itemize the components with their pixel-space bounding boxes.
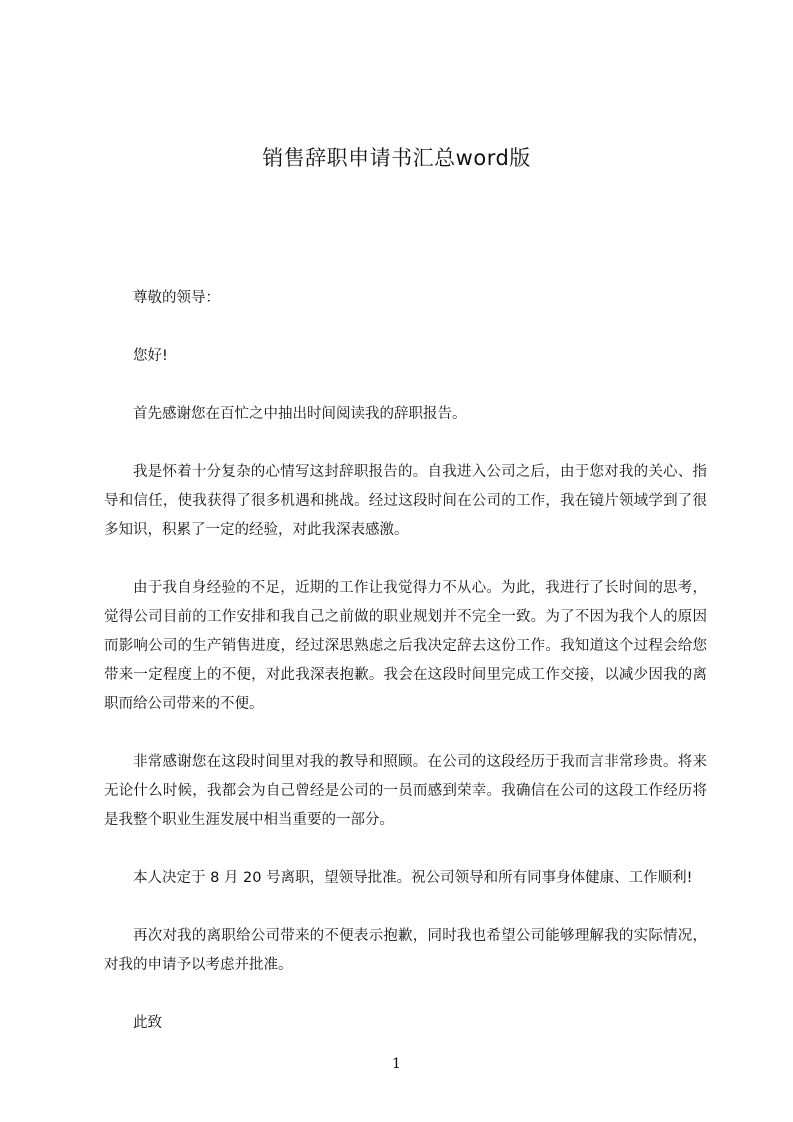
paragraph-resignation-date: 本人决定于 8 月 20 号离职，望领导批准。祝公司领导和所有同事身体健康、工作顺利! bbox=[133, 870, 693, 886]
salutation: 尊敬的领导： bbox=[133, 290, 220, 306]
paragraph-thanks: 非常感谢您在这段时间里对我的教导和照顾。在公司的这段经历于我而言非常珍贵。将来无论什么时候，我都会为自己曾经是公司的一员而感到荣幸。我确信在公司的这段工作经历将是我整个职业生涯发展中相当重要的一部分。 bbox=[104, 754, 707, 828]
document-title: 销售辞职申请书汇总word版 bbox=[262, 146, 531, 170]
page-number: 1 bbox=[392, 1056, 401, 1072]
paragraph-gratitude: 我是怀着十分复杂的心情写这封辞职报告的。自我进入公司之后，由于您对我的关心、指导和信任，使我获得了很多机遇和挑战。经过这段时间在公司的工作，我在镜片领域学到了很多知识，积累了一定的经验，对此我深表感激。 bbox=[104, 464, 707, 538]
greeting: 您好! bbox=[133, 348, 168, 364]
paragraph-apology: 再次对我的离职给公司带来的不便表示抱歉，同时我也希望公司能够理解我的实际情况，对我的申请予以考虑并批准。 bbox=[104, 928, 707, 973]
document-body bbox=[104, 284, 707, 1067]
paragraph-intro: 首先感谢您在百忙之中抽出时间阅读我的辞职报告。 bbox=[133, 406, 467, 422]
paragraph-reason: 由于我自身经验的不足，近期的工作让我觉得力不从心。为此，我进行了长时间的思考，觉得公司目前的工作安排和我自己之前做的职业规划并不完全一致。为了不因为我个人的原因而影响公司的生产销售进度，经过深思熟虑之后我决定辞去这份工作。我知道这个过程会给您带来一定程度上的不便，对此我深表抱歉。我会在这段时间里完成工作交接，以减少因我的离职而给公司带来的不便。 bbox=[104, 580, 707, 712]
closing: 此致 bbox=[133, 1015, 162, 1031]
